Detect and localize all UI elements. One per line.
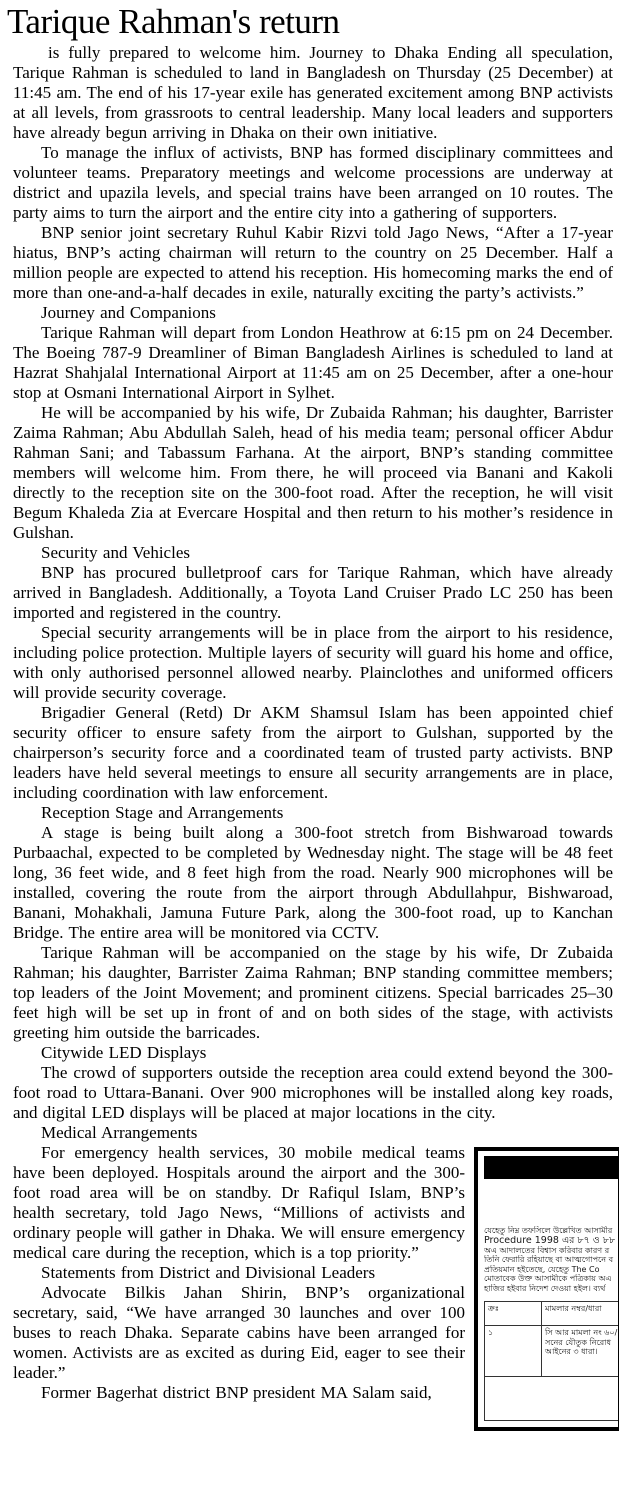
section-heading: Statements from District and Divisional Leaders bbox=[41, 1263, 376, 1282]
notice-text-line: অএ আদালতের বিশ্বাস করিবার কারণ র bbox=[484, 1245, 610, 1255]
section-heading: Security and Vehicles bbox=[41, 543, 190, 562]
paragraph: Brigadier General (Retd) Dr AKM Shamsul Islam has been appointed chief security officer to ensure safety from the airport to Gulshan, supported by the chairperson’s security force and a coordinated team of trusted party activists. BNP leaders have held several meetings to ensure all security arrangements are in place, including coordination with law enforcement. bbox=[13, 703, 613, 802]
section-heading: Citywide LED Displays bbox=[41, 1043, 207, 1062]
paragraph: is fully prepared to welcome him. Journey to Dhaka Ending all speculation, Tarique Rahman is scheduled to land in Bangladesh on Thursday (25 December) at 11:45 am. The end of his 17-year exile has generated excitement among BNP activists at all levels, from grassroots to central leadership. Many local leaders and supporters have already begun arriving in Dhaka on their own initiative. bbox=[13, 43, 613, 142]
notice-text-line: হাজির হইবার নিদেশ দেওয়া হইল। ব্যর্থ bbox=[484, 1283, 606, 1293]
paragraph: BNP has procured bulletproof cars for Tarique Rahman, which have already arrived in Bangladesh. Additionally, a Toyota Land Cruiser Prado LC 250 has been imported and registered in the country. bbox=[13, 563, 613, 622]
paragraph: The crowd of supporters outside the reception area could extend beyond the 300-foot road to Uttara-Banani. Over 900 microphones will be installed along key roads, and digital LED displays will be placed at major locations in the city. bbox=[13, 1063, 613, 1122]
paragraph: For emergency health services, 30 mobile medical teams have been deployed. Hospitals around the airport and the 300-foot road area will be on standby. Dr Rafiqul Islam, BNP’s health secretary, told Jago News, “Millions of activists and ordinary people will gather in Dhaka. We will ensure emergency medical care during the reception, which is a top priority.” bbox=[13, 1143, 465, 1262]
section-heading: Journey and Companions bbox=[41, 303, 216, 322]
notice-text-line: মোতাবেক উক্ত আসামীকে পত্রিকায় অএ bbox=[484, 1274, 612, 1283]
paragraph: Tarique Rahman will be accompanied on the stage by his wife, Dr Zubaida Rahman; his daughter, Barrister Zaima Rahman; BNP standing committee members; top leaders of the Joint Movement; and prominent citizens. Special barricades 25–30 feet high will be set up in front of and on both sides of the stage, with activists greeting him outside the barricades. bbox=[13, 943, 613, 1042]
notice-text-line: Procedure 1998 এর ৮৭ ও ৮৮ bbox=[484, 1235, 616, 1246]
paragraph: Special security arrangements will be in place from the airport to his residence, including police protection. Multiple layers of security will guard his home and office, with only authorised personnel allowed nearby. Plainclothes and uniformed officers will provide security coverage. bbox=[13, 623, 613, 702]
case-table-header-cell: মামলার নম্বর/ধারা bbox=[542, 1302, 619, 1326]
section-heading: Medical Arrangements bbox=[41, 1123, 198, 1142]
paragraph: He will be accompanied by his wife, Dr Zubaida Rahman; his daughter, Barrister Zaima Rahman; Abu Abdullah Saleh, head of his media team; personal officer Abdur Rahman Sani; and Tabassum Farhana. At the airport, BNP’s standing committee members will welcome him. From there, he will proceed via Banani and Kakoli directly to the reception site on the 300-foot road. After the reception, he will visit Begum Khaleda Zia at Evercare Hospital and then return to his mother’s residence in Gulshan. bbox=[13, 403, 613, 542]
notice-redacted-bar bbox=[484, 1156, 619, 1179]
notice-text-line: যেহেতু নিম্ন তফসিলে উল্লেখিত আসামীর bbox=[484, 1226, 613, 1235]
notice-text-line: প্রতিয়মান হইতেছে, যেহেতু The Co bbox=[484, 1264, 600, 1274]
case-table-body bbox=[485, 1302, 619, 1421]
case-table bbox=[484, 1301, 619, 1421]
case-table-cell: ১ bbox=[485, 1326, 542, 1377]
paragraph: BNP senior joint secretary Ruhul Kabir Rizvi told Jago News, “After a 17-year hiatus, BNP’s acting chairman will return to the country on 25 December. Half a million people are expected to attend his reception. His homecoming marks the end of more than one-and-a-half decades in exile, naturally exciting the party’s activists.” bbox=[13, 223, 613, 302]
paragraph: To manage the influx of activists, BNP has formed disciplinary committees and volunteer teams. Preparatory meetings and welcome processions are underway at district and upazila levels, and special trains have been arranged on 10 routes. The party aims to turn the airport and the entire city into a gathering of supporters. bbox=[13, 143, 613, 222]
case-table-header-cell: ক্রঃ bbox=[485, 1302, 542, 1326]
case-table-cell: সি আর মামলা নং ৬০/ সনের যৌতুক নিরোধ আইনের ৩ ধারা। bbox=[542, 1326, 619, 1377]
notice-text-line: তিনি ফেরারি রহিয়াছে বা আত্মগোপনে ব bbox=[484, 1255, 614, 1264]
article-body bbox=[0, 42, 619, 1403]
notice-text-block bbox=[484, 1226, 618, 1293]
paragraph: Tarique Rahman will depart from London Heathrow at 6:15 pm on 24 December. The Boeing 787-9 Dreamliner of Biman Bangladesh Airlines is scheduled to land at Hazrat Shahjalal International Airport at 11:45 am on 25 December, after a one-hour stop at Osmani International Airport in Sylhet. bbox=[13, 323, 613, 402]
case-table-empty-cell bbox=[485, 1377, 619, 1421]
section-heading: Reception Stage and Arrangements bbox=[41, 803, 284, 822]
paragraph: Advocate Bilkis Jahan Shirin, BNP’s organizational secretary, said, “We have arranged 30 launches and over 100 buses to reach Dhaka. Separate cabins have been arranged for women. Activists are as excited as during Eid, eager to see their leader.” bbox=[13, 1283, 465, 1382]
article-title: Tarique Rahman's return bbox=[7, 2, 340, 41]
court-document-inset bbox=[474, 1147, 619, 1431]
paragraph: Former Bagerhat district BNP president MA Salam said, bbox=[41, 1383, 432, 1402]
paragraph: A stage is being built along a 300-foot stretch from Bishwaroad towards Purbaachal, expected to be completed by Wednesday night. The stage will be 48 feet long, 36 feet wide, and 8 feet high from the road. Nearly 900 microphones will be installed, covering the route from the airport through Abdullahpur, Bishwaroad, Banani, Mohakhali, Jamuna Future Park, along the 300-foot road, up to Kanchan Bridge. The entire area will be monitored via CCTV. bbox=[13, 823, 613, 942]
